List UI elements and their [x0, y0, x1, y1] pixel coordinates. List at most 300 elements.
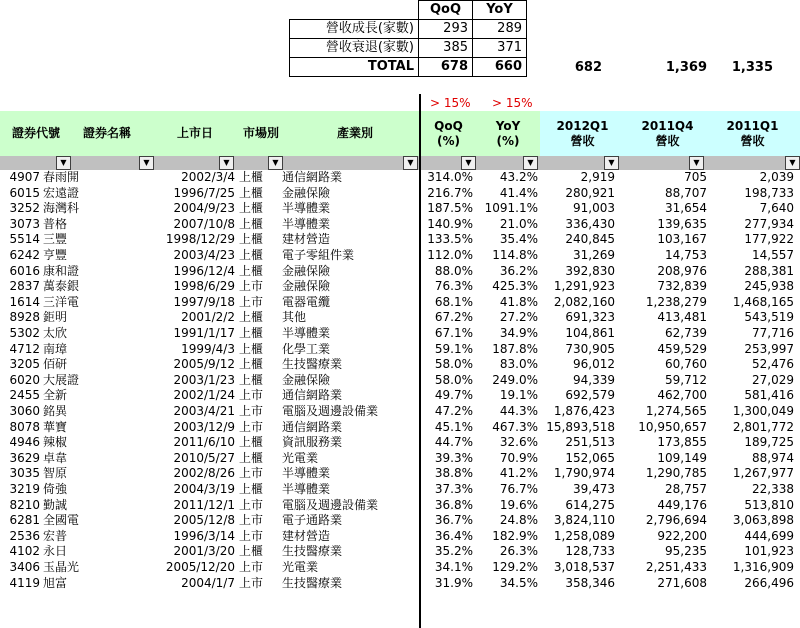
table-row[interactable] — [0, 248, 800, 264]
cell-code[interactable]: 4946 — [9, 435, 40, 450]
cell-date[interactable]: 1991/1/17 — [173, 326, 235, 340]
cell-date[interactable]: 2005/12/8 — [173, 513, 235, 528]
table-row[interactable] — [0, 482, 800, 498]
cell-market[interactable]: 上市 — [239, 513, 264, 528]
cell-qoq[interactable]: 36.4% — [434, 528, 473, 543]
cell-qoq[interactable]: 112.0% — [427, 248, 473, 262]
cell-q4[interactable]: 208,976 — [657, 263, 707, 278]
cell-date[interactable]: 1996/12/4 — [173, 263, 235, 278]
cell-qoq[interactable]: 37.3% — [434, 482, 473, 496]
table-row[interactable] — [0, 264, 800, 280]
cell-yoy[interactable]: 19.1% — [499, 388, 538, 403]
cell-q4[interactable]: 705 — [684, 170, 707, 184]
cell-yoy[interactable]: 19.6% — [499, 497, 538, 512]
cell-market[interactable]: 上櫃 — [239, 544, 264, 559]
cell-q11[interactable]: 444,699 — [744, 528, 794, 543]
cell-industry[interactable]: 生技醫療業 — [282, 575, 343, 590]
cell-qoq[interactable]: 31.9% — [434, 575, 473, 590]
cell-q1[interactable]: 1,258,089 — [553, 528, 615, 543]
cell-yoy[interactable]: 26.3% — [499, 544, 538, 559]
cell-q4[interactable]: 103,167 — [657, 232, 707, 247]
filter-name-dropdown-icon[interactable]: ▼ — [139, 156, 154, 170]
cell-industry[interactable]: 通信網路業 — [282, 170, 343, 184]
cell-name[interactable]: 智原 — [43, 466, 68, 481]
cell-qoq[interactable]: 140.9% — [427, 216, 473, 231]
cell-market[interactable]: 上市 — [239, 388, 264, 403]
cell-q1[interactable]: 336,430 — [565, 216, 615, 231]
cell-q1[interactable]: 31,269 — [573, 248, 615, 262]
cell-name[interactable]: 銘異 — [43, 404, 68, 418]
cell-yoy[interactable]: 76.7% — [499, 482, 538, 496]
cell-code[interactable]: 2536 — [9, 528, 40, 543]
header-2012q1[interactable]: 2012Q1 營收 — [556, 118, 609, 148]
cell-name[interactable]: 三豐 — [43, 232, 68, 247]
cell-q4[interactable]: 459,529 — [657, 341, 707, 356]
cell-q4[interactable]: 28,757 — [665, 482, 707, 496]
cell-industry[interactable]: 電腦及週邊設備業 — [282, 497, 379, 512]
cell-name[interactable]: 亨豐 — [43, 248, 68, 262]
filter-2011q1-dropdown-icon[interactable]: ▼ — [785, 156, 800, 170]
cell-q4[interactable]: 173,855 — [657, 435, 707, 450]
cell-qoq[interactable]: 133.5% — [427, 232, 473, 247]
cell-date[interactable]: 2001/3/20 — [173, 544, 235, 559]
cell-code[interactable]: 2837 — [9, 279, 40, 294]
cell-industry[interactable]: 生技醫療業 — [282, 357, 343, 372]
cell-yoy[interactable]: 1091.1% — [484, 201, 538, 216]
table-row[interactable] — [0, 201, 800, 217]
cell-market[interactable]: 上櫃 — [239, 450, 264, 465]
cell-qoq[interactable]: 58.0% — [434, 357, 473, 372]
cell-q4[interactable]: 1,290,785 — [645, 466, 707, 481]
cell-q11[interactable]: 14,557 — [752, 248, 794, 262]
cell-yoy[interactable]: 21.0% — [499, 216, 538, 231]
cell-name[interactable]: 太欣 — [43, 326, 68, 340]
cell-code[interactable]: 5302 — [9, 326, 40, 340]
cell-name[interactable]: 三洋電 — [43, 294, 80, 309]
cell-q4[interactable]: 109,149 — [657, 450, 707, 465]
cell-industry[interactable]: 其他 — [282, 310, 307, 325]
cell-market[interactable]: 上櫃 — [239, 216, 264, 231]
cell-qoq[interactable]: 314.0% — [427, 170, 473, 184]
cell-date[interactable]: 2011/12/1 — [173, 497, 235, 512]
cell-q4[interactable]: 922,200 — [657, 528, 707, 543]
summary-total-qoq[interactable]: 678 — [419, 58, 473, 77]
cell-name[interactable]: 大展證 — [43, 372, 80, 387]
table-row[interactable] — [0, 404, 800, 420]
cell-industry[interactable]: 金融保險 — [282, 185, 331, 200]
cell-name[interactable]: 全國電 — [43, 513, 80, 528]
summary-decline-yoy[interactable]: 371 — [473, 39, 527, 58]
cell-qoq[interactable]: 36.8% — [434, 497, 473, 512]
total-2011q1[interactable]: 1,335 — [731, 60, 773, 75]
cell-market[interactable]: 上市 — [239, 560, 264, 574]
cell-code[interactable]: 3406 — [9, 560, 40, 574]
cell-q11[interactable]: 2,801,772 — [732, 419, 794, 434]
cell-market[interactable]: 上櫃 — [239, 372, 264, 387]
cell-q4[interactable]: 2,251,433 — [645, 560, 707, 574]
cell-industry[interactable]: 電子通路業 — [282, 513, 343, 528]
header-date[interactable]: 上市日 — [176, 126, 213, 140]
cell-qoq[interactable]: 49.7% — [434, 388, 473, 403]
cell-name[interactable]: 玉晶光 — [43, 560, 80, 574]
cell-q1[interactable]: 3,824,110 — [553, 513, 615, 528]
summary-growth-qoq[interactable]: 293 — [419, 20, 473, 39]
cell-industry[interactable]: 建材營造 — [282, 528, 331, 543]
filter-qoq-dropdown-icon[interactable]: ▼ — [461, 156, 476, 170]
cell-code[interactable]: 3252 — [9, 201, 40, 216]
cell-code[interactable]: 1614 — [9, 294, 40, 309]
cell-date[interactable]: 1998/6/29 — [173, 279, 235, 294]
cell-market[interactable]: 上市 — [239, 497, 264, 512]
table-row[interactable] — [0, 544, 800, 560]
cell-q1[interactable]: 730,905 — [565, 341, 615, 356]
cell-code[interactable]: 6016 — [9, 263, 40, 278]
filter-2011q4-dropdown-icon[interactable]: ▼ — [689, 156, 704, 170]
cell-q11[interactable]: 2,039 — [759, 170, 794, 184]
cell-yoy[interactable]: 43.2% — [499, 170, 538, 184]
cell-market[interactable]: 上市 — [239, 294, 264, 309]
cell-q4[interactable]: 1,238,279 — [645, 294, 707, 309]
table-row[interactable] — [0, 420, 800, 436]
cell-industry[interactable]: 半導體業 — [282, 201, 331, 216]
cell-q1[interactable]: 251,513 — [565, 435, 615, 450]
cell-industry[interactable]: 資訊服務業 — [282, 435, 343, 450]
cell-name[interactable]: 海灣科 — [43, 201, 80, 216]
cell-q11[interactable]: 77,716 — [752, 326, 794, 340]
cell-name[interactable]: 宏普 — [43, 528, 68, 543]
cell-name[interactable]: 普格 — [43, 216, 68, 231]
cell-q4[interactable]: 31,654 — [665, 201, 707, 216]
cell-q1[interactable]: 1,876,423 — [553, 404, 615, 418]
cell-qoq[interactable]: 187.5% — [427, 201, 473, 216]
cell-q11[interactable]: 581,416 — [744, 388, 794, 403]
cell-q1[interactable]: 240,845 — [565, 232, 615, 247]
cell-qoq[interactable]: 58.0% — [434, 372, 473, 387]
cell-date[interactable]: 2003/4/21 — [173, 404, 235, 418]
cell-q11[interactable]: 88,974 — [752, 450, 794, 465]
cell-q11[interactable]: 513,810 — [744, 497, 794, 512]
cell-q1[interactable]: 1,790,974 — [553, 466, 615, 481]
cell-q11[interactable]: 177,922 — [744, 232, 794, 247]
table-row[interactable] — [0, 529, 800, 545]
cell-market[interactable]: 上櫃 — [239, 248, 264, 262]
cell-q11[interactable]: 266,496 — [744, 575, 794, 590]
cell-q11[interactable]: 198,733 — [744, 185, 794, 200]
cell-q4[interactable]: 59,712 — [665, 372, 707, 387]
cell-date[interactable]: 2007/10/8 — [173, 216, 235, 231]
cell-market[interactable]: 上櫃 — [239, 326, 264, 340]
cell-q11[interactable]: 1,267,977 — [732, 466, 794, 481]
cell-date[interactable]: 2003/12/9 — [173, 419, 235, 434]
header-2011q4[interactable]: 2011Q4 營收 — [641, 118, 694, 148]
table-row[interactable] — [0, 279, 800, 295]
cell-name[interactable]: 鉅明 — [43, 310, 68, 325]
cell-yoy[interactable]: 41.2% — [499, 466, 538, 481]
cell-industry[interactable]: 通信網路業 — [282, 388, 343, 403]
cell-name[interactable]: 華寶 — [43, 419, 68, 434]
header-market[interactable]: 市場別 — [242, 126, 279, 140]
header-industry[interactable]: 產業別 — [336, 126, 373, 140]
summary-decline-qoq[interactable]: 385 — [419, 39, 473, 58]
cell-code[interactable]: 4102 — [9, 544, 40, 559]
cell-code[interactable]: 6242 — [9, 248, 40, 262]
cell-qoq[interactable]: 67.1% — [434, 326, 473, 340]
cell-qoq[interactable]: 216.7% — [427, 185, 473, 200]
cell-code[interactable]: 3073 — [9, 216, 40, 231]
cell-name[interactable]: 旭富 — [43, 575, 68, 590]
cell-q11[interactable]: 22,338 — [752, 482, 794, 496]
filter-2012q1-dropdown-icon[interactable]: ▼ — [604, 156, 619, 170]
cell-q1[interactable]: 692,579 — [565, 388, 615, 403]
cell-code[interactable]: 6281 — [9, 513, 40, 528]
cell-q4[interactable]: 139,635 — [657, 216, 707, 231]
cell-q11[interactable]: 543,519 — [744, 310, 794, 325]
cell-date[interactable]: 2004/9/23 — [173, 201, 235, 216]
table-row[interactable] — [0, 186, 800, 202]
cell-date[interactable]: 2002/8/26 — [173, 466, 235, 481]
cell-q4[interactable]: 60,760 — [665, 357, 707, 372]
header-yoy[interactable]: YoY (%) — [476, 111, 540, 156]
cell-date[interactable]: 2005/9/12 — [173, 357, 235, 372]
table-row[interactable] — [0, 326, 800, 342]
table-row[interactable] — [0, 560, 800, 576]
cell-market[interactable]: 上市 — [239, 575, 264, 590]
cell-qoq[interactable]: 44.7% — [434, 435, 473, 450]
cell-q1[interactable]: 691,323 — [565, 310, 615, 325]
cell-q4[interactable]: 88,707 — [665, 185, 707, 200]
cell-date[interactable]: 1997/9/18 — [173, 294, 235, 309]
cell-q1[interactable]: 392,830 — [565, 263, 615, 278]
cell-name[interactable]: 佰研 — [43, 357, 68, 372]
header-code[interactable]: 證券代號 — [11, 126, 60, 140]
total-2011q4[interactable]: 1,369 — [665, 60, 707, 75]
cell-q1[interactable]: 3,018,537 — [553, 560, 615, 574]
cell-q4[interactable]: 413,481 — [657, 310, 707, 325]
cell-code[interactable]: 3060 — [9, 404, 40, 418]
cell-industry[interactable]: 金融保險 — [282, 372, 331, 387]
cell-market[interactable]: 上櫃 — [239, 435, 264, 450]
cell-name[interactable]: 倚強 — [43, 482, 68, 496]
cell-q4[interactable]: 271,608 — [657, 575, 707, 590]
cell-q1[interactable]: 94,339 — [573, 372, 615, 387]
cell-q1[interactable]: 39,473 — [573, 482, 615, 496]
cell-yoy[interactable]: 249.0% — [492, 372, 538, 387]
cell-name[interactable]: 卓韋 — [43, 450, 68, 465]
cell-code[interactable]: 6015 — [9, 185, 40, 200]
cell-q1[interactable]: 2,082,160 — [553, 294, 615, 309]
cell-industry[interactable]: 生技醫療業 — [282, 544, 343, 559]
cell-code[interactable]: 8928 — [9, 310, 40, 325]
cell-industry[interactable]: 電子零組件業 — [282, 248, 355, 262]
cell-qoq[interactable]: 59.1% — [434, 341, 473, 356]
cell-q11[interactable]: 1,300,049 — [732, 404, 794, 418]
cell-q11[interactable]: 253,997 — [744, 341, 794, 356]
cell-market[interactable]: 上市 — [239, 466, 264, 481]
cell-industry[interactable]: 半導體業 — [282, 466, 331, 481]
cell-qoq[interactable]: 47.2% — [434, 404, 473, 418]
cell-code[interactable]: 3205 — [9, 357, 40, 372]
cell-name[interactable]: 全新 — [43, 388, 68, 403]
cell-date[interactable]: 2002/3/4 — [181, 170, 235, 184]
cell-name[interactable]: 永日 — [43, 544, 68, 559]
cell-market[interactable]: 上櫃 — [239, 170, 264, 184]
cell-q1[interactable]: 2,919 — [580, 170, 615, 184]
cell-industry[interactable]: 電腦及週邊設備業 — [282, 404, 379, 418]
cell-market[interactable]: 上市 — [239, 528, 264, 543]
cell-q1[interactable]: 104,861 — [565, 326, 615, 340]
summary-total-yoy[interactable]: 660 — [473, 58, 527, 77]
table-row[interactable] — [0, 498, 800, 514]
table-row[interactable] — [0, 388, 800, 404]
cell-q4[interactable]: 14,753 — [665, 248, 707, 262]
cell-market[interactable]: 上櫃 — [239, 185, 264, 200]
cell-yoy[interactable]: 83.0% — [499, 357, 538, 372]
cell-q1[interactable]: 152,065 — [565, 450, 615, 465]
table-row[interactable] — [0, 310, 800, 326]
cell-date[interactable]: 1996/3/14 — [173, 528, 235, 543]
cell-name[interactable]: 勤誠 — [43, 497, 68, 512]
cell-yoy[interactable]: 27.2% — [499, 310, 538, 325]
cell-industry[interactable]: 建材營造 — [282, 232, 331, 247]
cell-yoy[interactable]: 32.6% — [499, 435, 538, 450]
cell-yoy[interactable]: 36.2% — [499, 263, 538, 278]
cell-code[interactable]: 4907 — [9, 170, 40, 184]
cell-code[interactable]: 5514 — [9, 232, 40, 247]
cell-yoy[interactable]: 44.3% — [499, 404, 538, 418]
cell-code[interactable]: 8078 — [9, 419, 40, 434]
table-row[interactable] — [0, 576, 800, 592]
cell-yoy[interactable]: 467.3% — [492, 419, 538, 434]
cell-code[interactable]: 4119 — [9, 575, 40, 590]
table-row[interactable] — [0, 373, 800, 389]
cell-yoy[interactable]: 24.8% — [499, 513, 538, 528]
cell-industry[interactable]: 通信網路業 — [282, 419, 343, 434]
cell-yoy[interactable]: 41.8% — [499, 294, 538, 309]
cell-q11[interactable]: 52,476 — [752, 357, 794, 372]
cell-q4[interactable]: 462,700 — [657, 388, 707, 403]
cell-q4[interactable]: 449,176 — [657, 497, 707, 512]
cell-industry[interactable]: 化學工業 — [282, 341, 331, 356]
cell-qoq[interactable]: 68.1% — [434, 294, 473, 309]
cell-code[interactable]: 3219 — [9, 482, 40, 496]
table-row[interactable] — [0, 451, 800, 467]
cell-code[interactable]: 2455 — [9, 388, 40, 403]
cell-industry[interactable]: 半導體業 — [282, 326, 331, 340]
cell-qoq[interactable]: 45.1% — [434, 419, 473, 434]
cell-code[interactable]: 8210 — [9, 497, 40, 512]
cell-industry[interactable]: 光電業 — [282, 560, 319, 574]
cell-industry[interactable]: 金融保險 — [282, 263, 331, 278]
filter-market-dropdown-icon[interactable]: ▼ — [268, 156, 283, 170]
cell-yoy[interactable]: 41.4% — [499, 185, 538, 200]
cell-date[interactable]: 2003/1/23 — [173, 372, 235, 387]
cell-q11[interactable]: 189,725 — [744, 435, 794, 450]
cell-date[interactable]: 2001/2/2 — [181, 310, 235, 325]
cell-qoq[interactable]: 35.2% — [434, 544, 473, 559]
cell-market[interactable]: 上櫃 — [239, 341, 264, 356]
cell-yoy[interactable]: 35.4% — [499, 232, 538, 247]
cell-q4[interactable]: 62,739 — [665, 326, 707, 340]
filter-yoy-dropdown-icon[interactable]: ▼ — [523, 156, 538, 170]
cell-yoy[interactable]: 114.8% — [492, 248, 538, 262]
cell-industry[interactable]: 電器電纜 — [282, 294, 331, 309]
cell-q1[interactable]: 358,346 — [565, 575, 615, 590]
cell-market[interactable]: 上櫃 — [239, 357, 264, 372]
cell-q4[interactable]: 95,235 — [665, 544, 707, 559]
table-row[interactable] — [0, 513, 800, 529]
cell-q1[interactable]: 15,893,518 — [546, 419, 615, 434]
total-2012q1[interactable]: 682 — [574, 60, 602, 75]
cell-qoq[interactable]: 88.0% — [434, 263, 473, 278]
cell-q11[interactable]: 27,029 — [752, 372, 794, 387]
cell-date[interactable]: 2011/6/10 — [173, 435, 235, 450]
cell-date[interactable]: 2010/5/27 — [173, 450, 235, 465]
cell-q1[interactable]: 280,921 — [565, 185, 615, 200]
cell-yoy[interactable]: 182.9% — [492, 528, 538, 543]
cell-yoy[interactable]: 129.2% — [492, 560, 538, 574]
table-row[interactable] — [0, 232, 800, 248]
cell-q11[interactable]: 7,640 — [759, 201, 794, 216]
cell-qoq[interactable]: 76.3% — [434, 279, 473, 294]
cell-q1[interactable]: 1,291,923 — [553, 279, 615, 294]
filter-code-dropdown-icon[interactable]: ▼ — [56, 156, 71, 170]
cell-yoy[interactable]: 187.8% — [492, 341, 538, 356]
cell-code[interactable]: 3629 — [9, 450, 40, 465]
table-row[interactable] — [0, 466, 800, 482]
cell-q1[interactable]: 614,275 — [565, 497, 615, 512]
cell-qoq[interactable]: 39.3% — [434, 450, 473, 465]
cell-name[interactable]: 春雨開 — [43, 170, 80, 184]
filter-date-dropdown-icon[interactable]: ▼ — [219, 156, 234, 170]
cell-qoq[interactable]: 67.2% — [434, 310, 473, 325]
filter-industry-dropdown-icon[interactable]: ▼ — [403, 156, 418, 170]
cell-q11[interactable]: 288,381 — [744, 263, 794, 278]
cell-date[interactable]: 1999/4/3 — [181, 341, 235, 356]
cell-q11[interactable]: 245,938 — [744, 279, 794, 294]
summary-growth-yoy[interactable]: 289 — [473, 20, 527, 39]
cell-date[interactable]: 1998/12/29 — [165, 232, 235, 247]
cell-q1[interactable]: 128,733 — [565, 544, 615, 559]
cell-date[interactable]: 2004/1/7 — [181, 575, 235, 590]
table-row[interactable] — [0, 217, 800, 233]
cell-name[interactable]: 康和證 — [43, 263, 80, 278]
cell-market[interactable]: 上櫃 — [239, 263, 264, 278]
cell-qoq[interactable]: 34.1% — [434, 560, 473, 574]
cell-market[interactable]: 上櫃 — [239, 201, 264, 216]
cell-q11[interactable]: 1,468,165 — [732, 294, 794, 309]
cell-q11[interactable]: 3,063,898 — [732, 513, 794, 528]
cell-q4[interactable]: 2,796,694 — [645, 513, 707, 528]
cell-date[interactable]: 1996/7/25 — [173, 185, 235, 200]
cell-market[interactable]: 上櫃 — [239, 482, 264, 496]
cell-code[interactable]: 3035 — [9, 466, 40, 481]
table-row[interactable] — [0, 357, 800, 373]
cell-industry[interactable]: 光電業 — [282, 450, 319, 465]
cell-yoy[interactable]: 425.3% — [492, 279, 538, 294]
table-row[interactable] — [0, 170, 800, 186]
header-name[interactable]: 證券名稱 — [82, 126, 131, 140]
cell-q11[interactable]: 101,923 — [744, 544, 794, 559]
cell-yoy[interactable]: 34.9% — [499, 326, 538, 340]
cell-industry[interactable]: 金融保險 — [282, 279, 331, 294]
cell-q11[interactable]: 277,934 — [744, 216, 794, 231]
header-qoq[interactable]: QoQ (%) — [421, 111, 476, 156]
table-row[interactable] — [0, 342, 800, 358]
cell-q4[interactable]: 10,950,657 — [638, 419, 707, 434]
cell-name[interactable]: 南璋 — [43, 341, 68, 356]
cell-name[interactable]: 萬泰銀 — [43, 279, 80, 294]
cell-q11[interactable]: 1,316,909 — [732, 560, 794, 574]
